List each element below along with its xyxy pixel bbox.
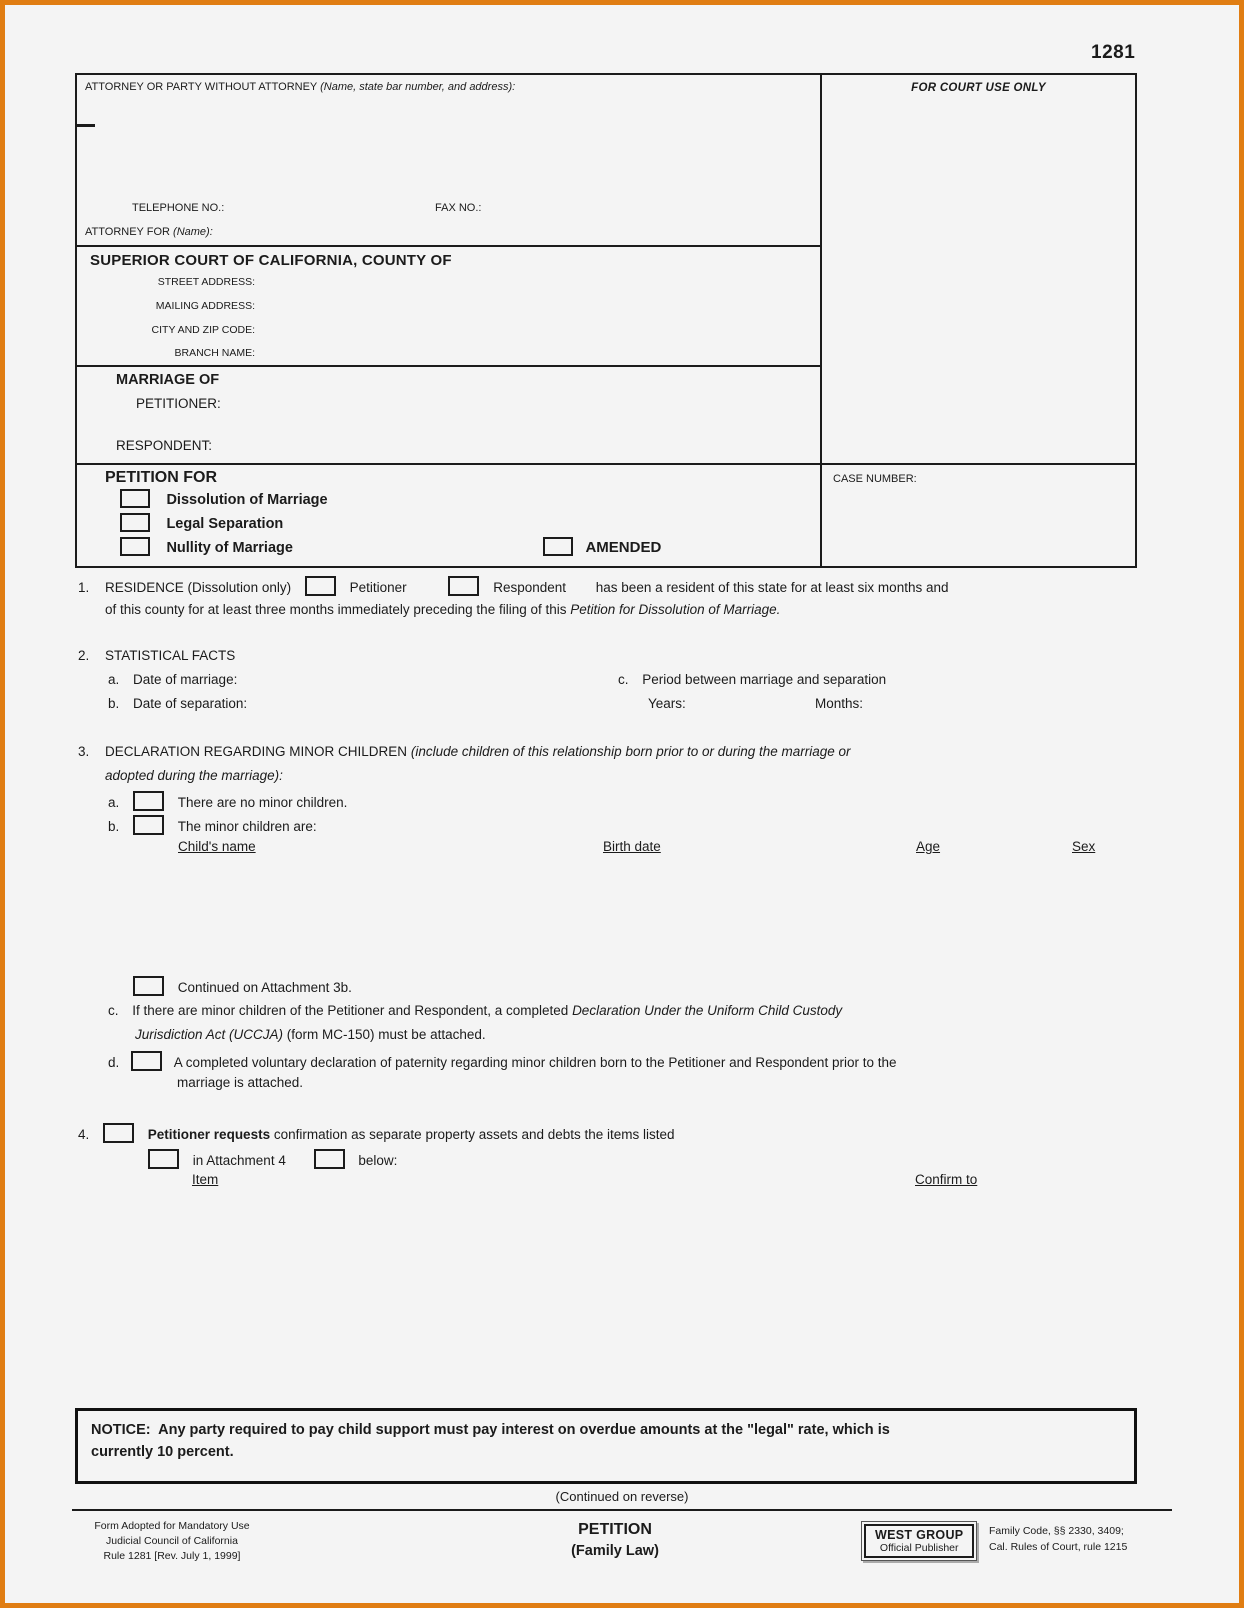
item-3-number: 3. xyxy=(78,744,90,759)
footer-code-reference: Family Code, §§ 2330, 3409; Cal. Rules of Court, rule 1215 xyxy=(989,1525,1128,1553)
item-4-line-2 xyxy=(148,1149,397,1169)
notice-label: NOTICE: xyxy=(91,1422,151,1438)
column-header-confirm-to: Confirm to xyxy=(915,1172,978,1187)
continued-attachment-label: Continued on Attachment 3b. xyxy=(177,980,352,995)
checkbox-amended[interactable] xyxy=(543,537,573,556)
in-attachment-4-label: in Attachment 4 xyxy=(192,1153,286,1168)
months-label: Months: xyxy=(815,696,864,711)
item-3d-line-1: d. A completed voluntary declaration of paternity regarding minor children born to the Petitioner and Respondent prior to the xyxy=(108,1051,896,1071)
footer-adoption-note: Form Adopted for Mandatory Use Judicial Council of California Rule 1281 [Rev. July 1, 1999] xyxy=(94,1520,250,1563)
continued-attachment-row xyxy=(133,976,352,996)
years-label: Years: xyxy=(648,696,686,711)
continued-on-reverse: (Continued on reverse) xyxy=(555,1489,689,1504)
publisher-box xyxy=(861,1521,977,1561)
checkbox-nullity[interactable] xyxy=(120,537,150,556)
caption-table xyxy=(75,73,1137,568)
residence-title: RESIDENCE (Dissolution only) xyxy=(105,580,292,595)
fax-label: FAX NO.: xyxy=(435,202,482,214)
publisher-name: WEST GROUP xyxy=(875,1528,964,1542)
checkbox-petitioner-requests[interactable] xyxy=(103,1123,134,1143)
no-minor-children-label: There are no minor children. xyxy=(177,795,348,810)
branch-name-label: BRANCH NAME: xyxy=(174,347,255,359)
case-number-label: CASE NUMBER: xyxy=(833,473,917,485)
date-of-marriage-label: Date of marriage: xyxy=(133,672,238,687)
item-3c-line-2: Jurisdiction Act (UCCJA) (form MC-150) must be attached. xyxy=(135,1027,486,1042)
footer-form-title xyxy=(425,1521,805,1559)
petition-for-section xyxy=(77,463,820,564)
attorney-for-label: ATTORNEY FOR (Name): xyxy=(85,226,213,238)
mailing-address-label: MAILING ADDRESS: xyxy=(155,300,255,312)
publisher-subtitle: Official Publisher xyxy=(879,1542,959,1554)
residence-respondent-label: Respondent xyxy=(493,580,567,595)
petition-option-legal-separation: Legal Separation xyxy=(120,513,283,533)
item-2c-row: c. Period between marriage and separation xyxy=(618,672,887,687)
case-number-box xyxy=(822,463,1135,566)
notice-box: NOTICE: Any party required to pay child support must pay interest on overdue amounts at the "legal" rate, which is currently 10 percent. xyxy=(75,1408,1137,1484)
street-address-label: STREET ADDRESS: xyxy=(157,276,255,288)
attorney-section xyxy=(77,75,820,245)
caption-right-column xyxy=(820,75,1135,566)
date-of-separation-label: Date of separation: xyxy=(133,696,248,711)
attorney-label: ATTORNEY OR PARTY WITHOUT ATTORNEY (Name, state bar number, and address): xyxy=(85,81,516,93)
column-header-childs-name: Child's name xyxy=(178,839,256,854)
item-3a-row: a. There are no minor children. xyxy=(108,791,347,811)
checkbox-paternity-declaration[interactable] xyxy=(131,1051,162,1071)
checkbox-minor-children-are[interactable] xyxy=(133,815,164,835)
checkbox-residence-petitioner[interactable] xyxy=(305,576,336,596)
footer-divider xyxy=(72,1509,1172,1511)
item-2b-row: b. Date of separation: xyxy=(108,696,248,711)
petition-option-nullity: Nullity of Marriage xyxy=(120,537,293,557)
petitioner-label: PETITIONER: xyxy=(136,396,221,411)
item-4-line-1: 4. Petitioner requests confirmation as separate property assets and debts the items listed xyxy=(78,1123,675,1143)
checkbox-no-minor-children[interactable] xyxy=(133,791,164,811)
item-3c-line-1: c. If there are minor children of the Petitioner and Respondent, a completed Declaration Under the Uniform Child Custody xyxy=(108,1003,843,1018)
residence-text: has been a resident of this state for at least six months and xyxy=(595,580,949,595)
marriage-of-label: MARRIAGE OF xyxy=(116,372,220,388)
item-2-title-row xyxy=(78,648,235,664)
item-3-title-line-2: adopted during the marriage): xyxy=(105,768,283,783)
below-label: below: xyxy=(358,1153,398,1168)
column-header-item: Item xyxy=(192,1172,219,1187)
checkbox-dissolution[interactable] xyxy=(120,489,150,508)
item-1-number: 1. xyxy=(78,580,90,595)
checkbox-continued-attachment-3b[interactable] xyxy=(133,976,164,996)
item-3d-line-2: marriage is attached. xyxy=(177,1075,304,1090)
item-3-title-row: 3. DECLARATION REGARDING MINOR CHILDREN (include children of this relationship born prior to or during the marriage or xyxy=(78,744,851,759)
form-title: PETITION xyxy=(578,1521,652,1538)
petition-for-title: PETITION FOR xyxy=(105,469,217,486)
item-2-number: 2. xyxy=(78,648,90,663)
residence-petitioner-label: Petitioner xyxy=(349,580,407,595)
column-header-age: Age xyxy=(916,839,941,854)
court-use-label: FOR COURT USE ONLY xyxy=(911,82,1046,94)
margin-tick xyxy=(77,124,95,127)
item-1-line-2: of this county for at least three months immediately preceding the filing of this Petition for Dissolution of Marriage. xyxy=(105,602,781,617)
declaration-title: DECLARATION REGARDING MINOR CHILDREN xyxy=(105,744,408,759)
minor-children-are-label: The minor children are: xyxy=(177,819,317,834)
checkbox-residence-respondent[interactable] xyxy=(448,576,479,596)
amended-option: AMENDED xyxy=(543,537,661,557)
respondent-label: RESPONDENT: xyxy=(116,438,213,453)
checkbox-in-attachment-4[interactable] xyxy=(148,1149,179,1169)
period-label: Period between marriage and separation xyxy=(642,672,887,687)
petition-option-dissolution: Dissolution of Marriage xyxy=(120,489,328,509)
column-header-birth-date: Birth date xyxy=(603,839,661,854)
marriage-section xyxy=(77,365,820,463)
petitioner-requests-label: Petitioner requests xyxy=(147,1127,271,1142)
column-header-sex: Sex xyxy=(1072,839,1096,854)
caption-left-column xyxy=(77,75,820,566)
statistical-facts-title: STATISTICAL FACTS xyxy=(105,648,236,663)
checkbox-legal-separation[interactable] xyxy=(120,513,150,532)
item-2a-row: a. Date of marriage: xyxy=(108,672,238,687)
telephone-label: TELEPHONE NO.: xyxy=(132,202,225,214)
city-zip-label: CITY AND ZIP CODE: xyxy=(151,324,255,336)
court-use-box xyxy=(822,75,1135,463)
item-4-number: 4. xyxy=(78,1127,90,1142)
page-number: 1281 xyxy=(1091,42,1136,63)
court-title: SUPERIOR COURT OF CALIFORNIA, COUNTY OF xyxy=(90,252,452,269)
checkbox-below[interactable] xyxy=(314,1149,345,1169)
item-3b-row: b. The minor children are: xyxy=(108,815,317,835)
item-1-line-1 xyxy=(78,576,948,596)
form-subtitle: (Family Law) xyxy=(571,1543,659,1559)
court-section xyxy=(77,245,820,365)
